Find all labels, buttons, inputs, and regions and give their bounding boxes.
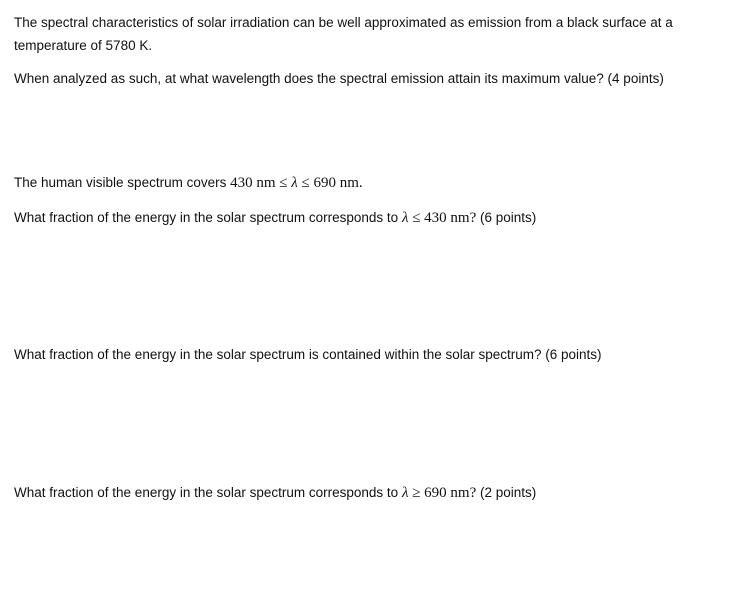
question-2-prompt-lambda: λ	[401, 210, 409, 226]
question-4-prompt-math: ≥ 690 nm?	[408, 485, 481, 501]
question-2-intro-range-start: 430 nm ≤	[230, 175, 292, 191]
question-2-prompt	[14, 208, 536, 228]
question-2-intro-lambda: λ	[291, 175, 298, 191]
question-1-intro-line-2: temperature of 5780 K.	[14, 38, 153, 53]
question-2-prompt-math: ≤ 430 nm?	[408, 210, 481, 226]
question-1-intro-line-1: The spectral characteristics of solar irradiation can be well approximated as emission from a black surface at a	[14, 15, 673, 30]
question-4-prompt-points: (2 points)	[480, 485, 537, 500]
question-4-prompt-lambda: λ	[401, 485, 409, 501]
question-2-prompt-points: (6 points)	[480, 210, 537, 225]
question-4-prompt-text: What fraction of the energy in the solar spectrum corresponds to	[14, 485, 402, 500]
question-1-prompt: When analyzed as such, at what wavelength does the spectral emission attain its maximum value? (4 points)	[14, 71, 664, 86]
question-4-prompt	[14, 483, 536, 503]
question-3-prompt: What fraction of the energy in the solar spectrum is contained within the solar spectrum? (6 points)	[14, 347, 602, 362]
question-2-intro-text: The human visible spectrum covers	[14, 175, 231, 190]
question-2-intro	[14, 173, 363, 193]
question-2-prompt-text: What fraction of the energy in the solar spectrum corresponds to	[14, 210, 402, 225]
question-2-intro-range-end: ≤ 690 nm.	[297, 175, 363, 191]
